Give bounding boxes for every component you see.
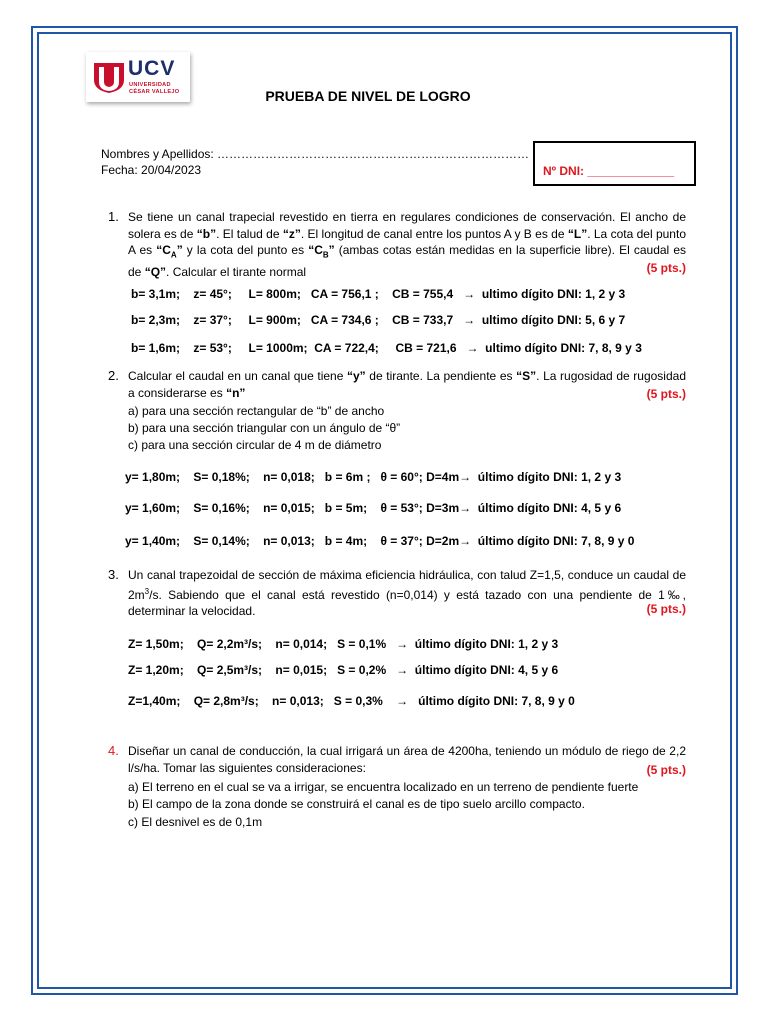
question-1-data-3: b= 1,6m; z= 53°; L= 1000m; CA = 722,4; CB = 721,6 → ultimo dígito DNI: 7, 8, 9 y 3 [131,341,642,355]
question-4-text: Diseñar un canal de conducción, la cual irrigará un área de 4200ha, teniendo un módulo de riego de 2,2 l/s/ha. Tomar las siguientes consideraciones: [128,744,686,775]
question-1-points: (5 pts.) [646,261,686,275]
question-3-data-1: Z= 1,50m; Q= 2,2m³/s; n= 0,014; S = 0,1% → último dígito DNI: 1, 2 y 3 [128,637,559,651]
question-1-data-1: b= 3,1m; z= 45°; L= 800m; CA = 756,1 ; CB = 755,4 → ultimo dígito DNI: 1, 2 y 3 [131,287,626,301]
logo-name: UCV [128,57,176,80]
names-field: Nombres y Apellidos: …………………………………………………………………… [101,147,530,161]
question-1-number: 1. [108,209,119,224]
document-title: PRUEBA DE NIVEL DE LOGRO [265,88,471,104]
question-2-option-b: b) para una sección triangular con un ángulo de “θ” [128,421,401,435]
question-4-option-c: c) El desnivel es de 0,1m [128,815,263,829]
date-field: Fecha: 20/04/2023 [101,163,202,177]
question-2-data-3: y= 1,40m; S= 0,14%; n= 0,013; b = 4m; θ = 37°; D=2m→ último dígito DNI: 7, 8, 9 y 0 [125,534,635,548]
question-3-text: Un canal trapezoidal de sección de máxima eficiencia hidráulica, con talud Z=1,5, conduce un caudal de $2m^3/s$. Sabiendo que el canal está revestido (n=0,014) y está tazado con una pendiente de 1‰, determinar la velocidad. [128,568,686,618]
question-2-text: Calcular el caudal en un canal que tiene “y” de tirante. La pendiente es “S”. La rugosidad de rugosidad a considerarse es “n” [128,369,686,400]
question-3-points: (5 pts.) [646,602,686,616]
question-3-data-2: Z= 1,20m; Q= 2,5m³/s; n= 0,015; S = 0,2% → último dígito DNI: 4, 5 y 6 [128,663,559,677]
question-4-points: (5 pts.) [646,763,686,777]
logo-subtitle-2: CÉSAR VALLEJO [129,89,180,95]
logo-subtitle-1: UNIVERSIDAD [129,82,171,88]
dni-field: Nº DNI: _____________ [543,164,675,178]
question-1-data-2: b= 2,3m; z= 37°; L= 900m; CA = 734,6 ; CB = 733,7 → ultimo dígito DNI: 5, 6 y 7 [131,313,626,327]
question-2-data-2: y= 1,60m; S= 0,16%; n= 0,015; b = 5m; θ = 53°; D=3m→ último dígito DNI: 4, 5 y 6 [125,501,622,515]
question-2-points: (5 pts.) [646,387,686,401]
question-3-data-3: Z=1,40m; Q= 2,8m³/s; n= 0,013; S = 0,3% → último dígito DNI: 7, 8, 9 y 0 [128,694,575,708]
question-2-option-a: a) para una sección rectangular de “b” de ancho [128,404,385,418]
question-2-number: 2. [108,368,119,383]
question-1-text: Se tiene un canal trapecial revestido en tierra en regulares condiciones de conservación. El ancho de solera es de “b”. El talud de “z”. El longitud de canal entre los puntos A y B es de “L”. La cota del punto A es “$C_A$” y la cota del punto es “$C_B$” (ambas cotas están medidas en la superficie libre). El caudal es de “Q”. Calcular el tirante normal [128,210,686,279]
question-4-number: 4. [108,743,119,758]
question-3-number: 3. [108,567,119,582]
question-4-option-b: b) El campo de la zona donde se construirá el canal es de tipo suelo arcillo compacto. [128,797,585,811]
question-2-option-c: c) para una sección circular de 4 m de diámetro [128,438,382,452]
question-2-data-1: y= 1,80m; S= 0,18%; n= 0,018; b = 6m ; θ = 60°; D=4m→ último dígito DNI: 1, 2 y 3 [125,470,622,484]
question-4-option-a: a) El terreno en el cual se va a irrigar, se encuentra localizado en un terreno de pendiente fuerte [128,780,639,794]
